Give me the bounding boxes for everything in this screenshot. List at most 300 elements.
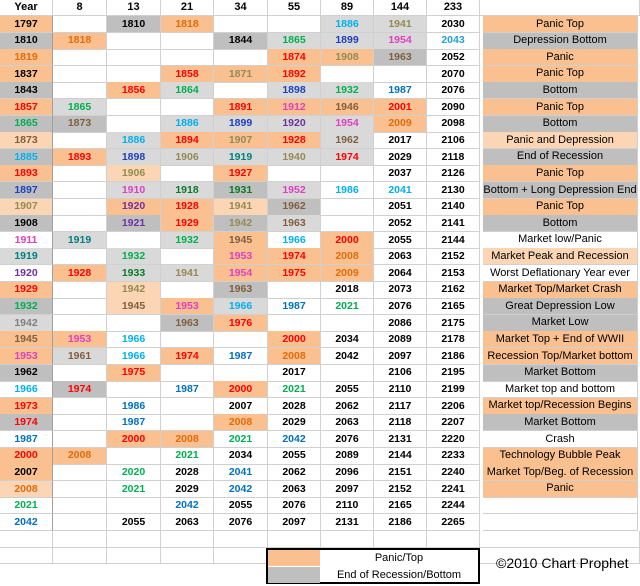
year-cell: 1954 xyxy=(321,116,374,133)
event-label: Market Peak and Recession xyxy=(483,248,638,265)
year-cell: 1810 xyxy=(107,16,161,33)
year-cell: 2152 xyxy=(427,248,480,265)
year-cell: 1987 xyxy=(214,348,268,365)
year-cell: 1953 xyxy=(0,348,53,365)
year-cell: 1987 xyxy=(107,414,161,431)
year-cell: 2021 xyxy=(268,381,321,398)
year-cell xyxy=(53,215,107,232)
year-cell xyxy=(161,165,214,182)
year-cell: 1941 xyxy=(214,199,268,216)
year-cell: 2175 xyxy=(427,315,480,332)
year-cell: 2086 xyxy=(374,315,427,332)
year-cell: 2037 xyxy=(374,165,427,182)
year-cell: 2097 xyxy=(374,348,427,365)
year-cell: 2186 xyxy=(427,348,480,365)
year-cell: 1886 xyxy=(107,132,161,149)
year-cell: 1974 xyxy=(0,414,53,431)
year-cell: 2106 xyxy=(427,132,480,149)
event-label: Market Bottom xyxy=(483,365,638,382)
year-cell xyxy=(107,448,161,465)
year-cell: 1918 xyxy=(161,182,214,199)
event-label: Technology Bubble Peak xyxy=(483,448,638,465)
year-cell: 1873 xyxy=(53,116,107,133)
year-cell xyxy=(53,481,107,498)
year-cell xyxy=(53,82,107,99)
copyright-text: ©2010 Chart Prophet xyxy=(496,555,629,571)
year-cell: 2140 xyxy=(427,199,480,216)
year-cell: 1932 xyxy=(107,248,161,265)
year-cell: 2130 xyxy=(427,182,480,199)
year-cell: 2029 xyxy=(161,481,214,498)
event-label: Bottom xyxy=(483,116,638,133)
year-cell xyxy=(53,315,107,332)
year-cell xyxy=(53,365,107,382)
year-cell: 2144 xyxy=(427,232,480,249)
year-cell: 2042 xyxy=(321,348,374,365)
year-cell: 2141 xyxy=(427,215,480,232)
header-cell: 8 xyxy=(53,0,107,16)
year-cell: 1952 xyxy=(268,182,321,199)
header-cell: 34 xyxy=(214,0,268,16)
year-cell: 2001 xyxy=(374,99,427,116)
year-cell: 2220 xyxy=(427,431,480,448)
year-cell xyxy=(107,315,161,332)
year-cell: 1987 xyxy=(161,381,214,398)
year-cell: 1906 xyxy=(107,165,161,182)
year-cell xyxy=(161,414,214,431)
year-cell: 2008 xyxy=(0,481,53,498)
event-label xyxy=(483,514,638,531)
year-cell: 2118 xyxy=(374,414,427,431)
year-cell: 2152 xyxy=(374,481,427,498)
year-cell: 2178 xyxy=(427,331,480,348)
year-cell: 2118 xyxy=(427,149,480,166)
year-cell: 1928 xyxy=(268,132,321,149)
year-cell: 2131 xyxy=(374,431,427,448)
year-cell: 2096 xyxy=(321,464,374,481)
year-cell: 1928 xyxy=(161,199,214,216)
year-cell: 1953 xyxy=(53,331,107,348)
year-cell xyxy=(161,99,214,116)
event-label: Market Top/Market Crash xyxy=(483,282,638,299)
event-label: Panic Top xyxy=(483,16,638,33)
year-cell: 1857 xyxy=(0,99,53,116)
year-cell: 1966 xyxy=(107,331,161,348)
year-cell xyxy=(107,99,161,116)
year-cell: 2076 xyxy=(214,514,268,531)
year-cell xyxy=(53,398,107,415)
year-cell: 1818 xyxy=(161,16,214,33)
year-cell xyxy=(321,215,374,232)
empty-cell xyxy=(107,531,161,548)
year-cell xyxy=(321,315,374,332)
empty-cell xyxy=(214,547,268,564)
year-cell: 1908 xyxy=(321,49,374,66)
year-cell: 1941 xyxy=(161,265,214,282)
year-cell: 1907 xyxy=(214,132,268,149)
event-label: Great Depression Low xyxy=(483,298,638,315)
year-cell xyxy=(53,49,107,66)
year-cell xyxy=(214,365,268,382)
year-cell: 2131 xyxy=(321,514,374,531)
legend-panic-swatch xyxy=(268,550,320,566)
year-cell: 2076 xyxy=(374,298,427,315)
empty-cell xyxy=(214,531,268,548)
year-cell: 1899 xyxy=(321,33,374,50)
year-cell xyxy=(53,16,107,33)
year-cell xyxy=(53,464,107,481)
year-cell: 2097 xyxy=(268,514,321,531)
event-label: Crash xyxy=(483,431,638,448)
year-cell: 2021 xyxy=(0,497,53,514)
event-label: Market low/Panic xyxy=(483,232,638,249)
empty-cell xyxy=(480,531,640,548)
year-cell xyxy=(107,116,161,133)
event-label: Bottom xyxy=(483,82,638,99)
header-cell: 55 xyxy=(268,0,321,16)
year-cell: 1906 xyxy=(161,149,214,166)
year-cell: 1954 xyxy=(214,265,268,282)
year-cell: 2000 xyxy=(321,232,374,249)
header-cell: 144 xyxy=(374,0,427,16)
year-cell: 2021 xyxy=(321,298,374,315)
year-cell: 2018 xyxy=(321,282,374,299)
year-cell: 1837 xyxy=(0,66,53,83)
year-cell: 2042 xyxy=(268,431,321,448)
year-cell: 1928 xyxy=(53,265,107,282)
year-cell: 1797 xyxy=(0,16,53,33)
year-cell: 1886 xyxy=(161,116,214,133)
year-cell: 1987 xyxy=(268,298,321,315)
year-cell: 2007 xyxy=(0,464,53,481)
year-cell: 1874 xyxy=(268,49,321,66)
year-cell: 2076 xyxy=(321,431,374,448)
event-label: Recession Top/Market bottom xyxy=(483,348,638,365)
year-cell: 2233 xyxy=(427,448,480,465)
year-cell: 2007 xyxy=(214,398,268,415)
year-cell: 2042 xyxy=(214,481,268,498)
year-cell: 1963 xyxy=(268,215,321,232)
empty-cell xyxy=(161,531,214,548)
year-cell: 1966 xyxy=(107,348,161,365)
year-cell: 1942 xyxy=(214,215,268,232)
year-cell: 2055 xyxy=(268,448,321,465)
year-cell: 1966 xyxy=(0,381,53,398)
year-cell: 1898 xyxy=(107,149,161,166)
year-cell: 1987 xyxy=(374,82,427,99)
year-cell xyxy=(53,282,107,299)
empty-cell xyxy=(427,531,480,548)
year-cell: 1844 xyxy=(214,33,268,50)
year-cell: 2055 xyxy=(321,381,374,398)
year-cell: 1962 xyxy=(268,199,321,216)
year-cell: 2126 xyxy=(427,165,480,182)
year-cell: 1975 xyxy=(107,365,161,382)
legend xyxy=(266,548,480,584)
year-cell: 1963 xyxy=(214,282,268,299)
year-cell xyxy=(107,33,161,50)
year-cell: 1961 xyxy=(53,348,107,365)
year-cell: 2009 xyxy=(321,265,374,282)
year-cell: 1932 xyxy=(161,232,214,249)
year-cell xyxy=(161,331,214,348)
year-cell: 1932 xyxy=(0,298,53,315)
year-cell: 1963 xyxy=(374,49,427,66)
year-cell xyxy=(321,66,374,83)
year-cell: 1893 xyxy=(53,149,107,166)
year-cell: 2009 xyxy=(374,116,427,133)
year-cell: 2062 xyxy=(321,398,374,415)
year-cell: 2097 xyxy=(321,481,374,498)
year-cell: 2021 xyxy=(107,481,161,498)
year-cell: 1942 xyxy=(107,282,161,299)
year-cell: 1893 xyxy=(0,165,53,182)
year-cell: 2034 xyxy=(214,448,268,465)
year-cell: 1976 xyxy=(214,315,268,332)
year-cell: 2008 xyxy=(268,348,321,365)
year-cell xyxy=(161,282,214,299)
year-cell: 2021 xyxy=(214,431,268,448)
year-cell: 2153 xyxy=(427,265,480,282)
year-cell xyxy=(161,248,214,265)
year-cell: 2070 xyxy=(427,66,480,83)
year-cell: 2106 xyxy=(374,365,427,382)
year-cell xyxy=(53,414,107,431)
year-cell: 2186 xyxy=(374,514,427,531)
year-cell: 1885 xyxy=(0,149,53,166)
year-cell: 1886 xyxy=(321,16,374,33)
event-label: Panic xyxy=(483,481,638,498)
year-cell xyxy=(161,49,214,66)
year-cell: 1929 xyxy=(161,215,214,232)
year-cell: 2063 xyxy=(161,514,214,531)
year-cell: 2052 xyxy=(427,49,480,66)
event-label: Worst Deflationary Year ever xyxy=(483,265,638,282)
year-cell: 1891 xyxy=(214,99,268,116)
year-cell: 2241 xyxy=(427,481,480,498)
year-cell xyxy=(268,165,321,182)
year-cell: 1966 xyxy=(268,232,321,249)
year-cell: 1919 xyxy=(53,232,107,249)
event-label: Depression Bottom xyxy=(483,33,638,50)
year-cell xyxy=(53,199,107,216)
year-cell xyxy=(161,33,214,50)
event-label: Panic Top xyxy=(483,199,638,216)
empty-cell xyxy=(268,531,321,548)
event-label: Panic Top xyxy=(483,99,638,116)
year-cell: 1873 xyxy=(0,132,53,149)
event-label: Panic Top xyxy=(483,165,638,182)
year-cell: 2151 xyxy=(374,464,427,481)
year-cell xyxy=(214,16,268,33)
year-cell: 2062 xyxy=(268,464,321,481)
year-cell: 2000 xyxy=(107,431,161,448)
year-cell: 1919 xyxy=(0,248,53,265)
year-cell: 2000 xyxy=(0,448,53,465)
header-cell: 89 xyxy=(321,0,374,16)
year-cell: 1819 xyxy=(0,49,53,66)
event-label: Bottom + Long Depression End xyxy=(483,182,638,199)
year-cell: 2055 xyxy=(107,514,161,531)
year-cell xyxy=(214,49,268,66)
year-cell: 2008 xyxy=(214,414,268,431)
event-label: Panic Top xyxy=(483,66,638,83)
year-cell: 2110 xyxy=(321,497,374,514)
year-cell: 2028 xyxy=(161,464,214,481)
year-cell: 1931 xyxy=(214,182,268,199)
year-cell: 1946 xyxy=(321,99,374,116)
legend-end-swatch xyxy=(268,567,320,583)
year-cell: 1963 xyxy=(161,315,214,332)
empty-cell xyxy=(0,547,53,564)
year-cell: 2206 xyxy=(427,398,480,415)
event-label: Market Top/Beg. of Recession xyxy=(483,464,638,481)
year-cell xyxy=(161,398,214,415)
year-cell xyxy=(53,66,107,83)
event-label: End of Recession xyxy=(483,149,638,166)
year-cell xyxy=(107,232,161,249)
year-cell: 1865 xyxy=(0,116,53,133)
year-cell: 2020 xyxy=(107,464,161,481)
empty-cell xyxy=(0,531,53,548)
year-cell: 2042 xyxy=(0,514,53,531)
year-cell: 1864 xyxy=(161,82,214,99)
year-cell: 1962 xyxy=(321,132,374,149)
year-cell xyxy=(268,282,321,299)
year-cell xyxy=(53,248,107,265)
year-cell: 1856 xyxy=(107,82,161,99)
year-cell: 1953 xyxy=(214,248,268,265)
year-cell: 1929 xyxy=(0,282,53,299)
year-cell: 1919 xyxy=(214,149,268,166)
year-cell: 1974 xyxy=(161,348,214,365)
year-cell: 2021 xyxy=(161,448,214,465)
event-label: Bottom xyxy=(483,215,638,232)
year-cell: 1865 xyxy=(268,33,321,50)
event-label: Market Top + End of WWII xyxy=(483,331,638,348)
year-cell: 1818 xyxy=(53,33,107,50)
legend-panic-row xyxy=(268,550,478,566)
year-cell xyxy=(53,182,107,199)
year-cell: 2030 xyxy=(427,16,480,33)
year-cell xyxy=(268,315,321,332)
year-cell: 1912 xyxy=(268,99,321,116)
year-cell: 2028 xyxy=(268,398,321,415)
year-cell: 1945 xyxy=(107,298,161,315)
year-cell xyxy=(321,199,374,216)
year-cell: 1962 xyxy=(0,365,53,382)
year-cell xyxy=(214,331,268,348)
year-cell: 1973 xyxy=(0,398,53,415)
event-label: Panic xyxy=(483,49,638,66)
year-cell xyxy=(107,497,161,514)
year-cell: 2000 xyxy=(214,381,268,398)
event-label: Market Low xyxy=(483,315,638,332)
header-cell: Year xyxy=(0,0,53,16)
year-cell xyxy=(53,298,107,315)
year-cell: 2110 xyxy=(374,381,427,398)
legend-panic-label: Panic/Top xyxy=(374,552,424,564)
year-cell: 2008 xyxy=(161,431,214,448)
year-cell: 1871 xyxy=(214,66,268,83)
year-cell: 2043 xyxy=(427,33,480,50)
year-cell xyxy=(321,365,374,382)
year-cell: 1810 xyxy=(0,33,53,50)
year-cell xyxy=(107,66,161,83)
year-cell: 2240 xyxy=(427,464,480,481)
year-cell xyxy=(53,132,107,149)
empty-cell xyxy=(161,547,214,564)
year-cell: 1908 xyxy=(0,215,53,232)
year-cell xyxy=(374,66,427,83)
year-cell: 2041 xyxy=(374,182,427,199)
year-cell: 1898 xyxy=(268,82,321,99)
year-cell: 2165 xyxy=(374,497,427,514)
year-cell xyxy=(268,16,321,33)
year-cell: 2244 xyxy=(427,497,480,514)
year-cell: 2207 xyxy=(427,414,480,431)
year-cell: 1945 xyxy=(0,331,53,348)
year-cell: 1942 xyxy=(0,315,53,332)
year-cell xyxy=(107,49,161,66)
year-cell: 1974 xyxy=(53,381,107,398)
year-cell: 2063 xyxy=(321,414,374,431)
event-label: Market top and bottom xyxy=(483,381,638,398)
year-cell: 2076 xyxy=(268,497,321,514)
year-cell: 1940 xyxy=(268,149,321,166)
year-cell: 2089 xyxy=(374,331,427,348)
year-cell: 2000 xyxy=(268,331,321,348)
empty-cell xyxy=(53,531,107,548)
year-cell: 2051 xyxy=(374,199,427,216)
legend-end-label: End of Recession/Bottom xyxy=(336,569,462,581)
year-cell xyxy=(321,165,374,182)
year-cell: 1897 xyxy=(0,182,53,199)
year-cell: 2055 xyxy=(214,497,268,514)
year-cell: 2162 xyxy=(427,282,480,299)
year-cell xyxy=(214,82,268,99)
year-cell: 1858 xyxy=(161,66,214,83)
year-cell: 2042 xyxy=(161,497,214,514)
header-cell: 21 xyxy=(161,0,214,16)
year-cell: 2052 xyxy=(374,215,427,232)
header-cell: 233 xyxy=(427,0,480,16)
empty-cell xyxy=(107,547,161,564)
year-cell: 1975 xyxy=(268,265,321,282)
year-cell: 1953 xyxy=(161,298,214,315)
year-cell: 2017 xyxy=(374,132,427,149)
year-cell: 1920 xyxy=(268,116,321,133)
year-cell: 1911 xyxy=(0,232,53,249)
year-cell: 2063 xyxy=(268,481,321,498)
year-cell: 1987 xyxy=(0,431,53,448)
year-cell: 2195 xyxy=(427,365,480,382)
year-cell: 2117 xyxy=(374,398,427,415)
year-cell: 1945 xyxy=(214,232,268,249)
year-cell: 1933 xyxy=(107,265,161,282)
year-cell: 1920 xyxy=(107,199,161,216)
event-label: Market top/Recession Begins xyxy=(483,398,638,415)
year-cell: 2029 xyxy=(268,414,321,431)
year-cell: 2144 xyxy=(374,448,427,465)
year-cell: 2017 xyxy=(268,365,321,382)
year-cell: 2029 xyxy=(374,149,427,166)
empty-cell xyxy=(374,531,427,548)
year-cell xyxy=(53,497,107,514)
year-cell: 1920 xyxy=(0,265,53,282)
year-cell: 1899 xyxy=(214,116,268,133)
year-cell: 1974 xyxy=(321,149,374,166)
